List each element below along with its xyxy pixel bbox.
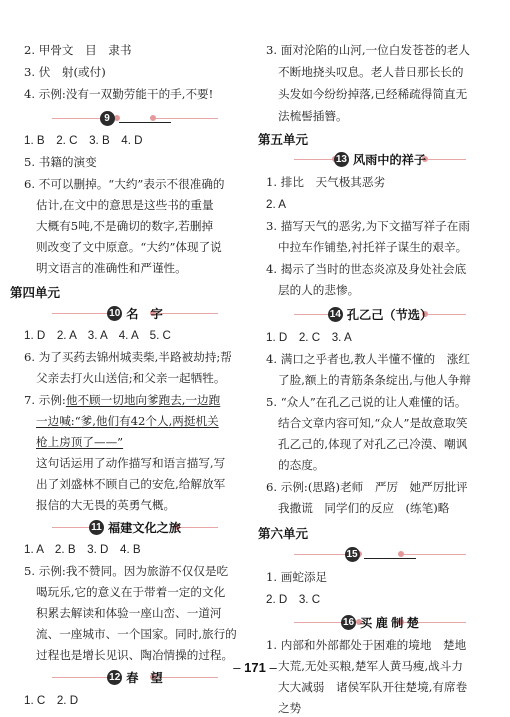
underlined-quote: 他不顾一切地向爹跑去,一边跑	[65, 393, 221, 407]
lesson-title: 孔乙己（节选）	[346, 308, 433, 322]
answer-line: 1. 内部和外部都处于困难的境地 楚地	[266, 638, 467, 652]
answer-line: 6. 不可以删掉。“大约”表示不很准确的	[24, 177, 225, 191]
answer-line: 5. “众人”在孔乙己说的让人难懂的话。	[266, 395, 467, 409]
lesson-number-badge: 11	[89, 520, 104, 535]
answer-line: 1. B 2. C 3. B 4. D	[24, 134, 143, 147]
answer-line: 出了刘盛林不顾自己的安危,给解放军	[36, 477, 226, 491]
unit-heading: 第六单元	[258, 527, 309, 541]
answer-line: 1. 排比 天气极其恶劣	[266, 175, 386, 189]
title-blank	[119, 113, 171, 123]
answer-line: 4. 揭示了当时的世态炎凉及身处社会底	[266, 262, 467, 276]
answer-line: 3. 面对沦陷的山河,一位白发苍苍的老人	[266, 43, 470, 57]
lesson-number-badge: 13	[335, 154, 347, 165]
answer-line: 6. 为了买药去锦州城卖柴,半路被劫持;帮	[24, 350, 232, 364]
answer-line: 7. 示例:他不顾一切地向爹跑去,一边跑	[24, 393, 221, 407]
lesson-banner-9	[24, 110, 246, 126]
lesson-banner-16	[266, 614, 494, 630]
answer-line: 1. 画蛇添足	[266, 570, 328, 584]
lesson-number-badge: 12	[109, 672, 121, 683]
lesson-title: 福建文化之旅	[107, 521, 182, 535]
answer-line: 流、一座城市、一个国家。同时,旅行的	[36, 627, 237, 641]
answer-line: 层的人的悲惨。	[278, 283, 360, 297]
answer-line: 4. 满口之乎者也,教人半懂不懂的 涨红	[266, 352, 470, 366]
title-blank	[364, 549, 416, 559]
lesson-banner-11	[24, 519, 246, 535]
answer-line: 5. 示例:我不赞同。因为旅游不仅仅是吃	[24, 564, 229, 578]
answer-line: 大概有5吨,不是确切的数字,若删掉	[36, 219, 214, 233]
answer-line: 积累去解读和体验一座山峦、一道河	[36, 606, 222, 620]
answer-line: 6. 示例:(思路)老师 严厉 她严厉批评	[266, 480, 468, 494]
answer-line: 不断地挠头叹息。老人昔日那长长的	[278, 65, 464, 79]
lesson-title: 春 望	[126, 671, 163, 685]
answer-line: 这句话运用了动作描写和语言描写,写	[36, 456, 226, 470]
unit-heading: 第四单元	[10, 286, 61, 300]
underlined-quote: 枪上房顶了——”	[36, 435, 124, 449]
answer-line: 我撒谎 同学们的反应 (练笔)略	[278, 501, 450, 515]
answer-line: 估计,在文中的意思是这些书的重量	[36, 198, 214, 212]
answer-line: 1. D 2. A 3. A 4. A 5. C	[24, 329, 171, 342]
answer-line: 孔乙己的,体现了对孔乙己冷漠、嘲讽	[278, 437, 468, 451]
answer-line: 2. 甲骨文 目 隶书	[24, 43, 132, 57]
lesson-title: 风雨中的祥子	[352, 153, 427, 167]
lesson-number-badge: 10	[109, 308, 121, 319]
lesson-banner-14	[266, 306, 494, 322]
lesson-number-badge: 9	[100, 111, 115, 126]
answer-line: 的态度。	[278, 458, 325, 472]
answer-line: 则改变了文中原意。“大约”体现了说	[36, 240, 222, 254]
lesson-banner-10	[24, 305, 246, 321]
answer-line: 过程也是增长见识、陶冶情操的过程。	[36, 648, 234, 662]
answer-line: 5. 书籍的演变	[24, 155, 97, 169]
answer-line: 1. A 2. B 3. D 4. B	[24, 543, 141, 556]
answer-line: 3. 描写天气的恶劣,为下文描写祥子在雨	[266, 219, 470, 233]
answer-line: 明文语言的准确性和严谨性。	[36, 261, 187, 275]
lesson-title: 买 鹿 制 楚	[360, 616, 419, 630]
answer-line: 之势	[278, 701, 302, 715]
answer-line: 法梳髻插簪。	[278, 109, 348, 123]
lesson-number-badge: 14	[329, 309, 341, 320]
answer-line: 2. A	[266, 198, 286, 211]
answer-line: 喝玩乐,它的意义在于带着一定的文化	[36, 585, 226, 599]
lesson-banner-13	[266, 151, 494, 167]
underlined-quote: 一边喊:“爹,他们有42个人,两挺机关	[36, 414, 219, 428]
answer-line: 1. D 2. C 3. A	[266, 331, 352, 344]
lesson-number-badge: 15	[346, 548, 358, 560]
answer-line: 3. 伏 射(或付)	[24, 65, 106, 79]
answer-line: 2. D 3. C	[266, 593, 321, 606]
page-number: – 171 –	[233, 660, 277, 675]
lesson-number-badge: 16	[342, 617, 355, 628]
answer-line: 了脸,额上的青筋条条绽出,与他人争辩	[278, 373, 471, 387]
answer-line: 大大减弱 诸侯军队开往楚境,有席卷	[278, 680, 468, 694]
answer-line: 父亲去打火山送信;和父亲一起牺牲。	[36, 371, 226, 385]
answer-line: 报信的大无畏的英勇气概。	[36, 498, 176, 512]
answer-line: 中拉车作铺垫,衬托祥子谋生的艰辛。	[278, 240, 468, 254]
answer-line: 头发如今纷纷掉落,已经稀疏得简直无	[278, 87, 468, 101]
answer-line: 大荒,无处买粮,楚军人黄马瘦,战斗力	[278, 659, 463, 673]
answer-line: 结合文章内容可知,“众人”是故意取笑	[278, 416, 468, 430]
answer-line: 1. C 2. D	[24, 694, 79, 707]
unit-heading: 第五单元	[258, 133, 309, 147]
lesson-banner-15	[266, 546, 494, 562]
lesson-title: 名 字	[126, 307, 163, 321]
answer-line: 4. 示例:没有一双勤劳能干的手,不要!	[24, 87, 214, 101]
